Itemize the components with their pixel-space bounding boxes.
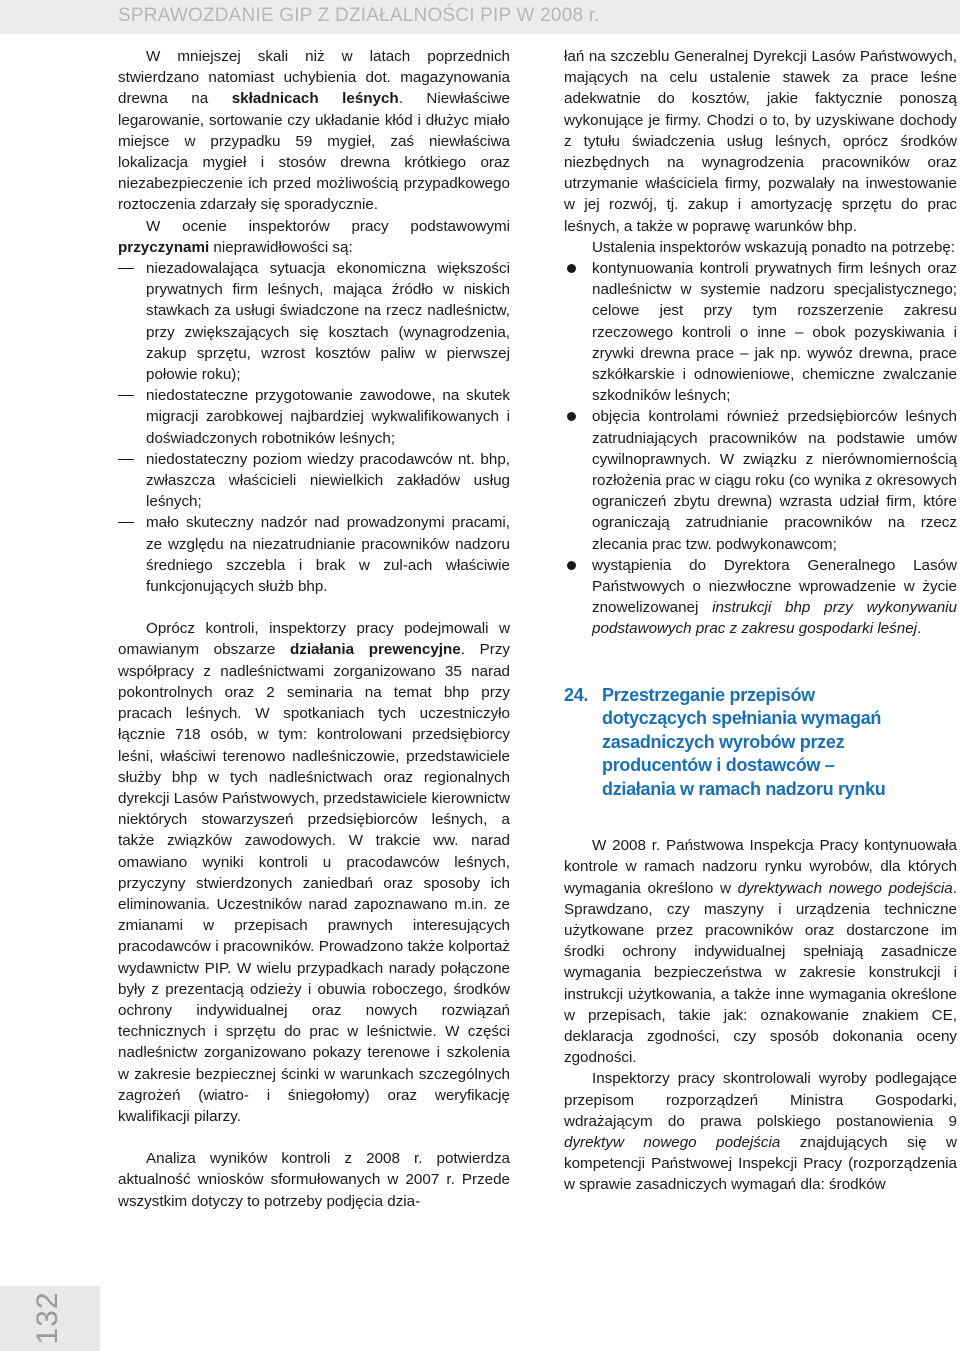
text-run: Inspektorzy pracy skontrolowali wyroby podlegające przepisom rozporządzeń Ministra Gospodarki, wdrażającym do prawa polskiego postanowienia 9 xyxy=(564,1070,957,1130)
paragraph-storage xyxy=(118,46,510,216)
text-run: W mniejszej skali niż w latach poprzednich stwierdzano natomiast uchybienia dot. magazynowania drewna na xyxy=(118,48,510,108)
list-item-text: wystąpienia do Dyrektora Generalnego Lasów Państwowych o niezwłoczne wprowadzenie w życie znowelizowanej xyxy=(592,556,957,617)
paragraph-needs-intro: Ustalenia inspektorów wskazują ponadto na potrzebę: xyxy=(592,238,956,256)
paragraph-continued: łań na szczeblu Generalnej Dyrekcji Lasów Państwowych, mających na celu ustalenie stawek za prace leśne adekwatnie do kosztów, jakie faktycznie ponoszą wykonujące je firmy. Chodzi o to, by uzyskiwane dochody z tytułu świadczenia usług leśnych, oprócz środków niezbędnych na wynagrodzenia pracowników oraz utrzymanie właściciela firmy, pozwalały na inwestowanie w jej rozwój, tj. zakup i amortyzację sprzętu do prac leśnych, a także w poprawę warunków bhp. xyxy=(564,48,957,235)
list-item-text: niedostateczne przygotowanie zawodowe, na skutek migracji zarobkowej najbardziej wykwalifikowanych i doświadczonych robotników leśnych; xyxy=(146,387,510,447)
list-item-text: objęcia kontrolami również przedsiębiorców leśnych zatrudniających pracowników na podstawie umów cywilnoprawnych. W związku z nierównomiernością rozłożenia prac w ciągu roku (co wynika z okresowych ograniczeń zbytu drewna) wzrasta udział firm, które ograniczają zatrudnianie pracowników na rzecz zlecania prac tzw. podwykonawcom; xyxy=(592,408,957,553)
list-item-text: mało skuteczny nadzór nad prowadzonymi pracami, ze względu na niezatrudnianie pracowników nadzoru średniego szczebla i brak w zul-ach właściwie funkcjonujących służb bhp. xyxy=(146,514,510,596)
running-header xyxy=(0,0,960,34)
text-run: W 2008 r. Państwowa Inspekcja Pracy kontynuowała kontrole w ramach nadzoru rynku wyrobów, dla których wymagania określono w xyxy=(564,837,957,897)
right-column xyxy=(564,46,957,1196)
dash-bullet xyxy=(118,268,134,269)
dash-bullet xyxy=(118,522,134,523)
bold-term: działania prewencyjne xyxy=(289,641,461,659)
list-item-text: niedostateczny poziom wiedzy pracodawców nt. bhp, zwłaszcza właścicieli niewielkich zakładów usług leśnych; xyxy=(146,450,510,511)
needs-list xyxy=(564,258,957,640)
bold-term: przyczynami xyxy=(118,238,210,256)
causes-list xyxy=(118,258,510,597)
dot-bullet xyxy=(567,412,576,421)
bold-term: składnicach leśnych xyxy=(231,90,399,108)
dash-bullet xyxy=(118,395,134,396)
paragraph-analysis: Analiza wyników kontroli z 2008 r. potwierdza aktualność wniosków sformułowanych w 2007 r. Przede wszystkim dotyczy to potrzeby podjęcia dzia- xyxy=(118,1150,510,1210)
dot-bullet xyxy=(567,264,576,273)
section-number: 24. xyxy=(564,684,589,705)
text-run: W ocenie inspektorów pracy podstawowymi xyxy=(146,217,510,235)
section-title: Przestrzeganie przepisów dotyczących spełniania wymagań zasadniczych wyrobów przez producentów i dostawców – działania w ramach nadzoru rynku xyxy=(602,684,886,799)
italic-term: dyrektyw nowego podejścia xyxy=(564,1134,781,1152)
paragraph-inspected-products xyxy=(564,1068,957,1195)
text-run: Oprócz kontroli, inspektorzy pracy podejmowali w omawianym obszarze xyxy=(118,620,510,659)
list-item-text: . xyxy=(917,620,922,638)
paragraph-causes-intro xyxy=(118,216,510,258)
list-item xyxy=(118,449,510,513)
list-item xyxy=(118,385,510,449)
text-run: znajdujących się w kompetencji Państwowej Inspekcji Pracy (rozporządzenia w sprawie zasadniczych wymagań dla: środków xyxy=(564,1134,957,1194)
list-item xyxy=(118,258,510,385)
list-item xyxy=(564,258,957,406)
paragraph-market-surveillance xyxy=(564,835,957,1068)
list-item xyxy=(564,406,957,554)
page-number: 132 xyxy=(31,1291,64,1345)
list-item-text: kontynuowania kontroli prywatnych firm leśnych oraz nadleśnictw w systemie nadzoru specjalistycznego; celowe jest przy tym rozszerzenie zakresu rzeczowego kontroli o inne – obok pozyskiwania i zrywki drewna prace – jak np. wywóz drewna, prace szkółkarskie i odnowieniowe, chemiczne zwalczanie szkodników leśnych; xyxy=(592,260,957,405)
italic-term: dyrektywach nowego podejścia xyxy=(737,879,953,897)
dash-bullet xyxy=(118,459,134,460)
italic-term: instrukcji bhp przy wykonywaniu podstawowych prac z zakresu gospodarki leśnej xyxy=(592,599,957,638)
dot-bullet xyxy=(567,561,576,570)
section-heading xyxy=(564,684,957,802)
list-item-text: niezadowalająca sytuacja ekonomiczna większości prywatnych firm leśnych, mająca źródło w niskich stawkach za usługi świadczone na rzecz nadleśnictw, przy zwiększających się kosztach (wynagrodzenia, zakup sprzętu, wzrost kosztów paliw w pierwszej połowie roku); xyxy=(146,260,510,384)
header-title: SPRAWOZDANIE GIP Z DZIAŁALNOŚCI PIP W 2008 r. xyxy=(118,5,600,26)
paragraph-prevention xyxy=(118,618,510,1127)
text-run: . Niewłaściwe legarowanie, sortowanie czy układanie kłód i dłużyc miało miejsce w przypadku 59 mygieł, zaś niewłaściwa lokalizacja mygieł i stosów drewna krótkiego oraz niezabezpieczenie ich przed możliwością przypadkowego roztoczenia zdarzały się sporadycznie. xyxy=(118,90,510,214)
left-column xyxy=(118,46,510,1212)
text-run: nieprawidłowości są: xyxy=(209,238,353,256)
text-run: . Sprawdzano, czy maszyny i urządzenia techniczne użytkowane przez pracowników oraz dostarczone im środki ochrony indywidualnej spełniają zasadnicze wymagania bezpieczeństwa w zakresie konstrukcji i instrukcji użytkowania, a także inne wymagania określone w przepisach, takie jak: oznakowanie znakiem CE, deklaracja zgodności, czy sposób dokonania oceny zgodności. xyxy=(564,879,957,1067)
list-item xyxy=(118,512,510,597)
list-item xyxy=(564,555,957,640)
text-run: . Przy współpracy z nadleśnictwami zorganizowano 35 narad pokontrolnych oraz 2 seminaria na temat bhp przy pracach leśnych. W spotkaniach tych uczestniczyło łącznie 718 osób, w tym: kontrolowani przedsiębiorcy leśni, właściwi terenowo nadleśniczowie, przedstawiciele służby bhp w tych nadleśnictwach oraz regionalnych dyrekcji Lasów Państwowych, przedstawiciele kierownictw niektórych stowarzyszeń przedsiębiorców leśnych, a także związków zawodowych. W trakcie ww. narad omawiano wyniki kontroli u pracodawców leśnych, przyczyny stwierdzonych zaniedbań oraz sposoby ich eliminowania. Uczestników narad zapoznawano m.in. ze zmianami w przepisach prawnych interesujących pracodawców i pracowników. Prowadzono także kolportaż wydawnictw PIP. W wielu przypadkach narady połączone były z prezentacją odzieży i obuwia roboczego, środków ochrony indywidualnej oraz nowych rozwiązań technicznych i sprzętu do prac w leśnictwie. W części nadleśnictw zorganizowano pokazy terenowe i szkolenia w zakresie bezpiecznej ścinki w warunkach szczególnych zagrożeń (wiatro- i śniegołomy) oraz weryfikację kwalifikacji pilarzy. xyxy=(118,641,511,1125)
